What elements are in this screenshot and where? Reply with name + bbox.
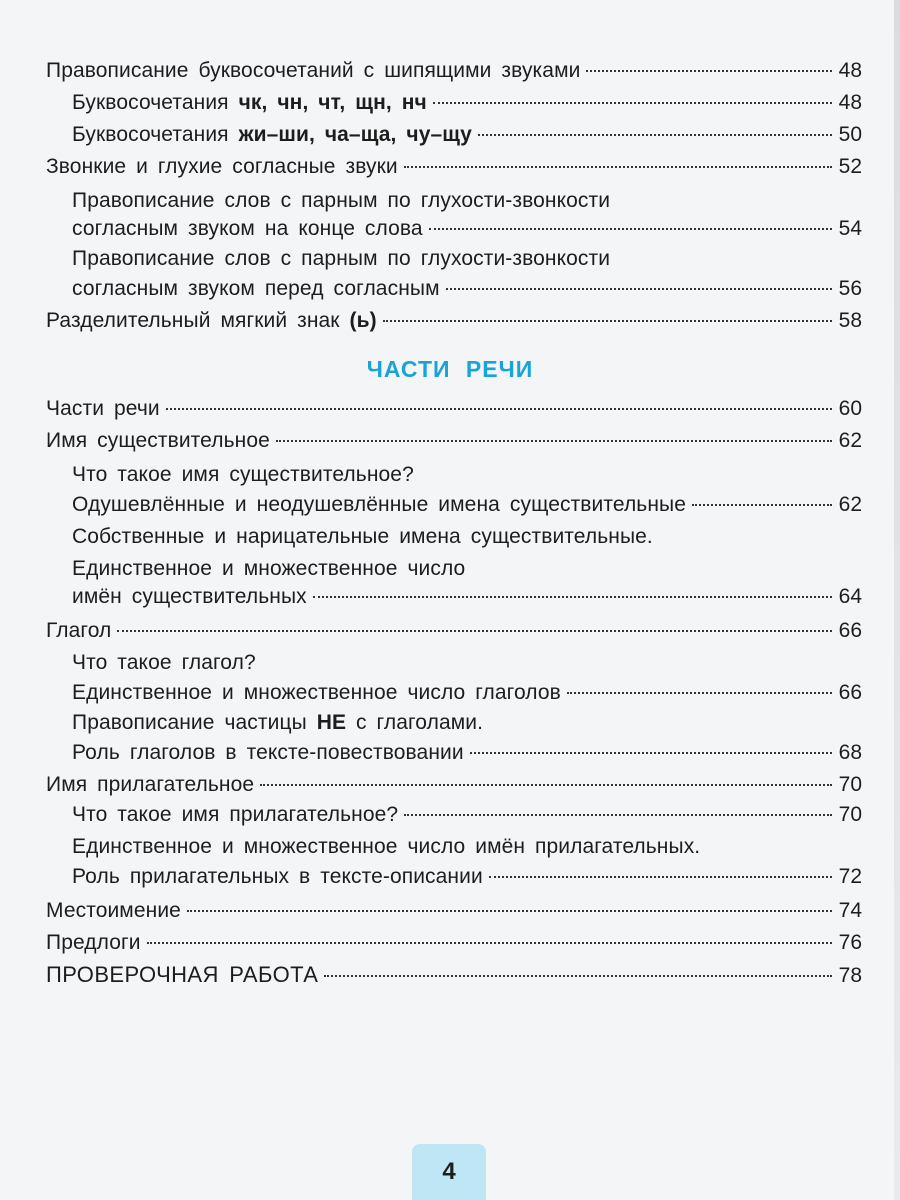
toc-entry-title — [46, 56, 580, 86]
toc-entry-title — [72, 244, 610, 274]
toc-entry-title — [46, 928, 141, 958]
toc-entry-text: Роль глаголов в тексте-повествовании — [72, 741, 464, 764]
toc-entry-text: Единственное и множественное число — [72, 557, 466, 580]
toc-entry-page: 60 — [838, 397, 862, 420]
dot-leader — [166, 408, 832, 410]
toc-entry — [46, 960, 862, 991]
toc-entry-text: Местоимение — [46, 899, 181, 922]
toc-entry-text: Звонкие и глухие согласные звуки — [46, 155, 398, 178]
toc-entry-title — [72, 554, 465, 584]
toc-entry-title — [72, 460, 414, 490]
toc-entry-text: Что такое имя существительное? — [72, 463, 414, 486]
toc-entry-text: Правописание буквосочетаний с шипящими звуками — [46, 59, 581, 82]
toc-entry-title — [72, 832, 700, 862]
toc-entry-bold: чк, чн, чт, щн, нч — [238, 91, 427, 114]
toc-entry — [46, 426, 862, 456]
toc-entry-text: Разделительный мягкий знак — [46, 309, 350, 332]
toc-entry — [72, 186, 862, 216]
toc-entry-title — [72, 120, 472, 150]
toc-entry-page: 66 — [838, 681, 862, 704]
dot-leader — [470, 752, 832, 754]
toc-entry-text: Части речи — [46, 397, 160, 420]
toc-entry — [72, 522, 862, 552]
toc-entry-title — [46, 394, 160, 424]
dot-leader — [313, 596, 832, 598]
toc-entry-page: 52 — [838, 155, 862, 178]
toc-entry-title — [72, 274, 440, 304]
toc-entry-title — [46, 896, 181, 926]
toc-entry-title — [72, 522, 653, 552]
toc-entry-text: Собственные и нарицательные имена существительные. — [72, 525, 653, 548]
dot-leader — [117, 630, 832, 632]
toc-entry — [72, 460, 862, 490]
toc-entry — [72, 800, 862, 830]
toc-entry-page: 62 — [838, 429, 862, 452]
toc-entry-text-after: с глаголами. — [346, 711, 484, 734]
toc-entry-title — [46, 616, 111, 646]
toc-entry-page: 64 — [838, 585, 862, 608]
toc-entry-page: 66 — [838, 619, 862, 642]
toc-entry-page: 62 — [838, 493, 862, 516]
toc-entry — [72, 648, 862, 678]
toc-entry — [72, 120, 862, 150]
toc-entry-text: имён существительных — [72, 585, 307, 608]
toc-entry-title — [46, 306, 377, 336]
toc-entry-page: 54 — [838, 217, 862, 240]
toc-entry — [46, 896, 862, 926]
toc-entry-text: согласным звуком на конце слова — [72, 217, 423, 240]
toc-entry-text: Буквосочетания — [72, 123, 239, 146]
toc-entry-text: Одушевлённые и неодушевлённые имена существительные — [72, 493, 687, 516]
toc-entry-page: 74 — [838, 899, 862, 922]
page-number-badge — [412, 1144, 486, 1200]
dot-leader — [147, 942, 832, 944]
toc-entry-title — [72, 708, 483, 738]
toc-entry-title — [72, 648, 256, 678]
toc-entry-text: Правописание слов с парным по глухости-звонкости — [72, 189, 611, 212]
toc-entry — [72, 708, 862, 738]
toc-entry-text: Что такое имя прилагательное? — [72, 803, 399, 826]
toc-entry-text: ПРОВЕРОЧНАЯ РАБОТА — [46, 962, 319, 987]
toc-entry-page: 50 — [838, 123, 862, 146]
toc-entry — [72, 88, 862, 118]
toc-entry-bold: НЕ — [316, 711, 347, 734]
toc-entry-bold: жи–ши, ча–ща, чу–щу — [238, 123, 472, 146]
toc-entry-bold: (ь) — [349, 309, 377, 332]
toc-entry — [46, 394, 862, 424]
page-edge-shadow — [894, 0, 900, 1200]
toc-entry — [46, 152, 862, 182]
toc-entry — [72, 678, 862, 708]
toc-entry-page: 76 — [838, 931, 862, 954]
toc-entry-title — [72, 800, 398, 830]
toc-entry — [72, 244, 862, 274]
toc-entry-text: Единственное и множественное число имён прилагательных. — [72, 835, 701, 858]
toc-entry — [72, 214, 862, 244]
toc-entry-title — [46, 152, 398, 182]
dot-leader — [276, 440, 832, 442]
toc-entry — [72, 832, 862, 862]
toc-entry — [46, 616, 862, 646]
section-heading: ЧАСТИ РЕЧИ — [366, 356, 534, 382]
toc-entry-title — [72, 678, 561, 708]
toc-entry-text: согласным звуком перед согласным — [72, 277, 440, 300]
toc-entry — [46, 306, 862, 336]
toc-entry-text: Роль прилагательных в тексте-описании — [72, 865, 483, 888]
dot-leader — [489, 876, 832, 878]
toc-entry-title — [46, 960, 318, 990]
toc-entry-title — [72, 186, 610, 216]
toc-entry — [72, 862, 862, 892]
toc-entry-page: 58 — [838, 309, 862, 332]
toc-entry — [72, 554, 862, 584]
dot-leader — [260, 784, 832, 786]
dot-leader — [324, 975, 832, 977]
dot-leader — [692, 504, 832, 506]
page-number: 4 — [442, 1158, 456, 1185]
toc-entry-text: Глагол — [46, 619, 112, 642]
toc-entry-text: Имя существительное — [46, 429, 270, 452]
dot-leader — [404, 814, 832, 816]
toc-entry-page: 56 — [838, 277, 862, 300]
toc-entry-title — [72, 862, 483, 892]
toc-entry-title — [72, 582, 307, 612]
toc-entry-title — [46, 770, 254, 800]
toc-entry-title — [72, 214, 423, 244]
toc-entry-text: Буквосочетания — [72, 91, 239, 114]
toc-entry-title — [46, 426, 270, 456]
toc-entry-page: 70 — [838, 803, 862, 826]
dot-leader — [404, 166, 832, 168]
toc-entry-text: Правописание слов с парным по глухости-звонкости — [72, 247, 611, 270]
toc-entry-text: Имя прилагательное — [46, 773, 255, 796]
toc-entry-text: Что такое глагол? — [72, 651, 256, 674]
dot-leader — [429, 228, 832, 230]
dot-leader — [187, 910, 832, 912]
toc-entry-title — [72, 490, 686, 520]
toc-entry-page: 48 — [838, 59, 862, 82]
toc-entry-page: 68 — [838, 741, 862, 764]
toc-entry-text: Предлоги — [46, 931, 141, 954]
dot-leader — [433, 102, 832, 104]
dot-leader — [446, 288, 832, 290]
toc-entry-title — [72, 88, 427, 118]
toc-entry — [72, 582, 862, 612]
toc-entry-page: 70 — [838, 773, 862, 796]
toc-entry-page: 78 — [838, 964, 862, 987]
toc-entry — [46, 770, 862, 800]
toc-entry — [72, 274, 862, 304]
toc-entry — [46, 56, 862, 86]
toc-entry-text: Единственное и множественное число глаголов — [72, 681, 561, 704]
toc-entry — [72, 738, 862, 768]
toc-entry-title — [72, 738, 464, 768]
dot-leader — [383, 320, 832, 322]
toc-entry-page: 48 — [838, 91, 862, 114]
toc-entry-text: Правописание частицы — [72, 711, 317, 734]
toc-entry — [46, 928, 862, 958]
toc-entry — [72, 490, 862, 520]
dot-leader — [478, 134, 832, 136]
dot-leader — [567, 692, 832, 694]
toc-entry-page: 72 — [838, 865, 862, 888]
dot-leader — [586, 70, 832, 72]
